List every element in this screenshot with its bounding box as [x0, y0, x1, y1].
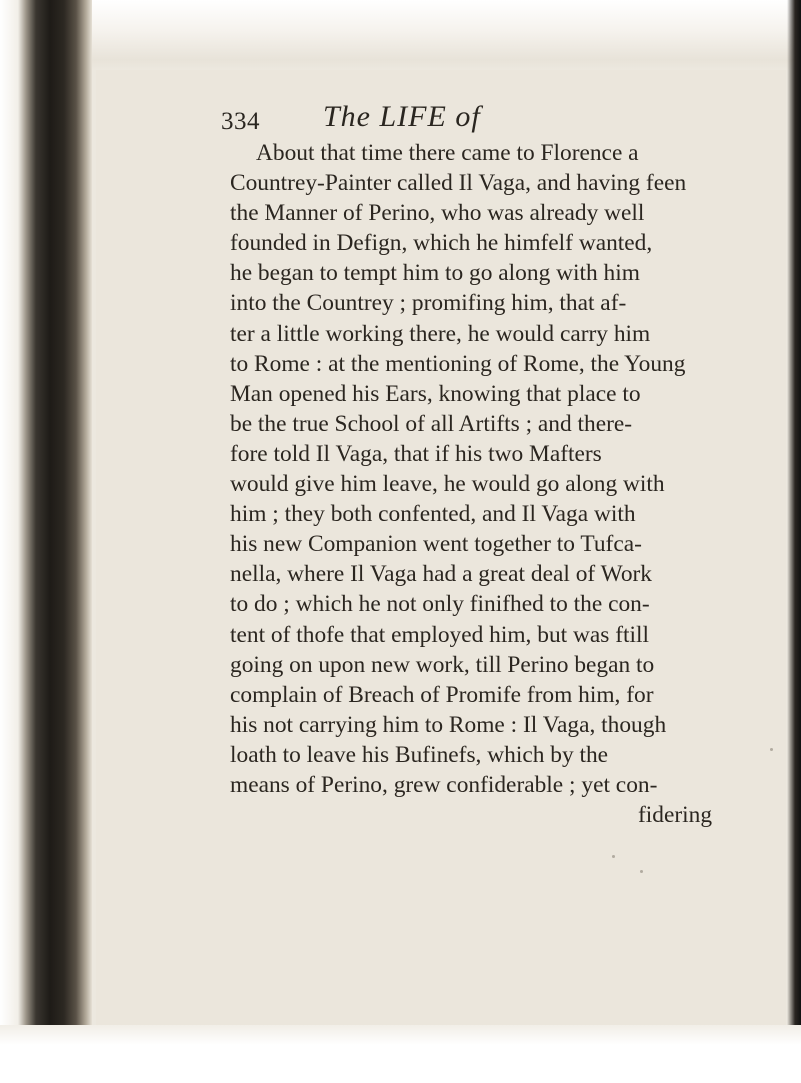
text-line: going on upon new work, till Perino began to — [230, 651, 655, 678]
body-text — [230, 138, 770, 830]
right-edge — [787, 0, 801, 1083]
book-gutter — [0, 0, 92, 1083]
page-number: 334 — [221, 108, 260, 135]
text-line: About that time there came to Florence a — [256, 140, 639, 166]
text-line: complain of Breach of Promife from him, for — [230, 681, 654, 708]
text-line: Countrey-Painter called Il Vaga, and having feen — [230, 170, 687, 197]
catchword: fidering — [638, 802, 713, 829]
text-line: fore told Il Vaga, that if his two Mafters — [230, 440, 602, 467]
text-line: nella, where Il Vaga had a great deal of Work — [230, 561, 653, 588]
text-line: into the Countrey ; promifing him, that af- — [230, 290, 627, 317]
text-line: his new Companion went together to Tufca- — [230, 531, 642, 558]
text-line: founded in Defign, which he himfelf wanted, — [230, 230, 653, 257]
running-head: The LIFE of — [323, 100, 481, 133]
text-line: ter a little working there, he would carry him — [230, 320, 651, 347]
text-line: Man opened his Ears, knowing that place to — [230, 380, 641, 407]
text-line: to do ; which he not only finifhed to the con- — [230, 591, 650, 618]
bottom-edge — [0, 1025, 801, 1083]
text-line: his not carrying him to Rome : Il Vaga, though — [230, 711, 667, 738]
text-line: to Rome : at the mentioning of Rome, the Young — [230, 350, 686, 377]
paper-speck — [640, 870, 643, 873]
text-line: him ; they both confented, and Il Vaga with — [230, 501, 636, 528]
text-line: tent of thofe that employed him, but was ftill — [230, 621, 649, 648]
text-line: be the true School of all Artifts ; and there- — [230, 410, 633, 437]
paper-speck — [612, 855, 615, 858]
text-line: he began to tempt him to go along with him — [230, 260, 640, 287]
text-line: loath to leave his Bufinefs, which by the — [230, 741, 609, 768]
text-line: means of Perino, grew confiderable ; yet con- — [230, 771, 658, 798]
top-shadow — [30, 0, 801, 70]
text-line: the Manner of Perino, who was already well — [230, 200, 645, 227]
text-line: would give him leave, he would go along with — [230, 471, 665, 498]
paper-speck — [770, 748, 773, 751]
